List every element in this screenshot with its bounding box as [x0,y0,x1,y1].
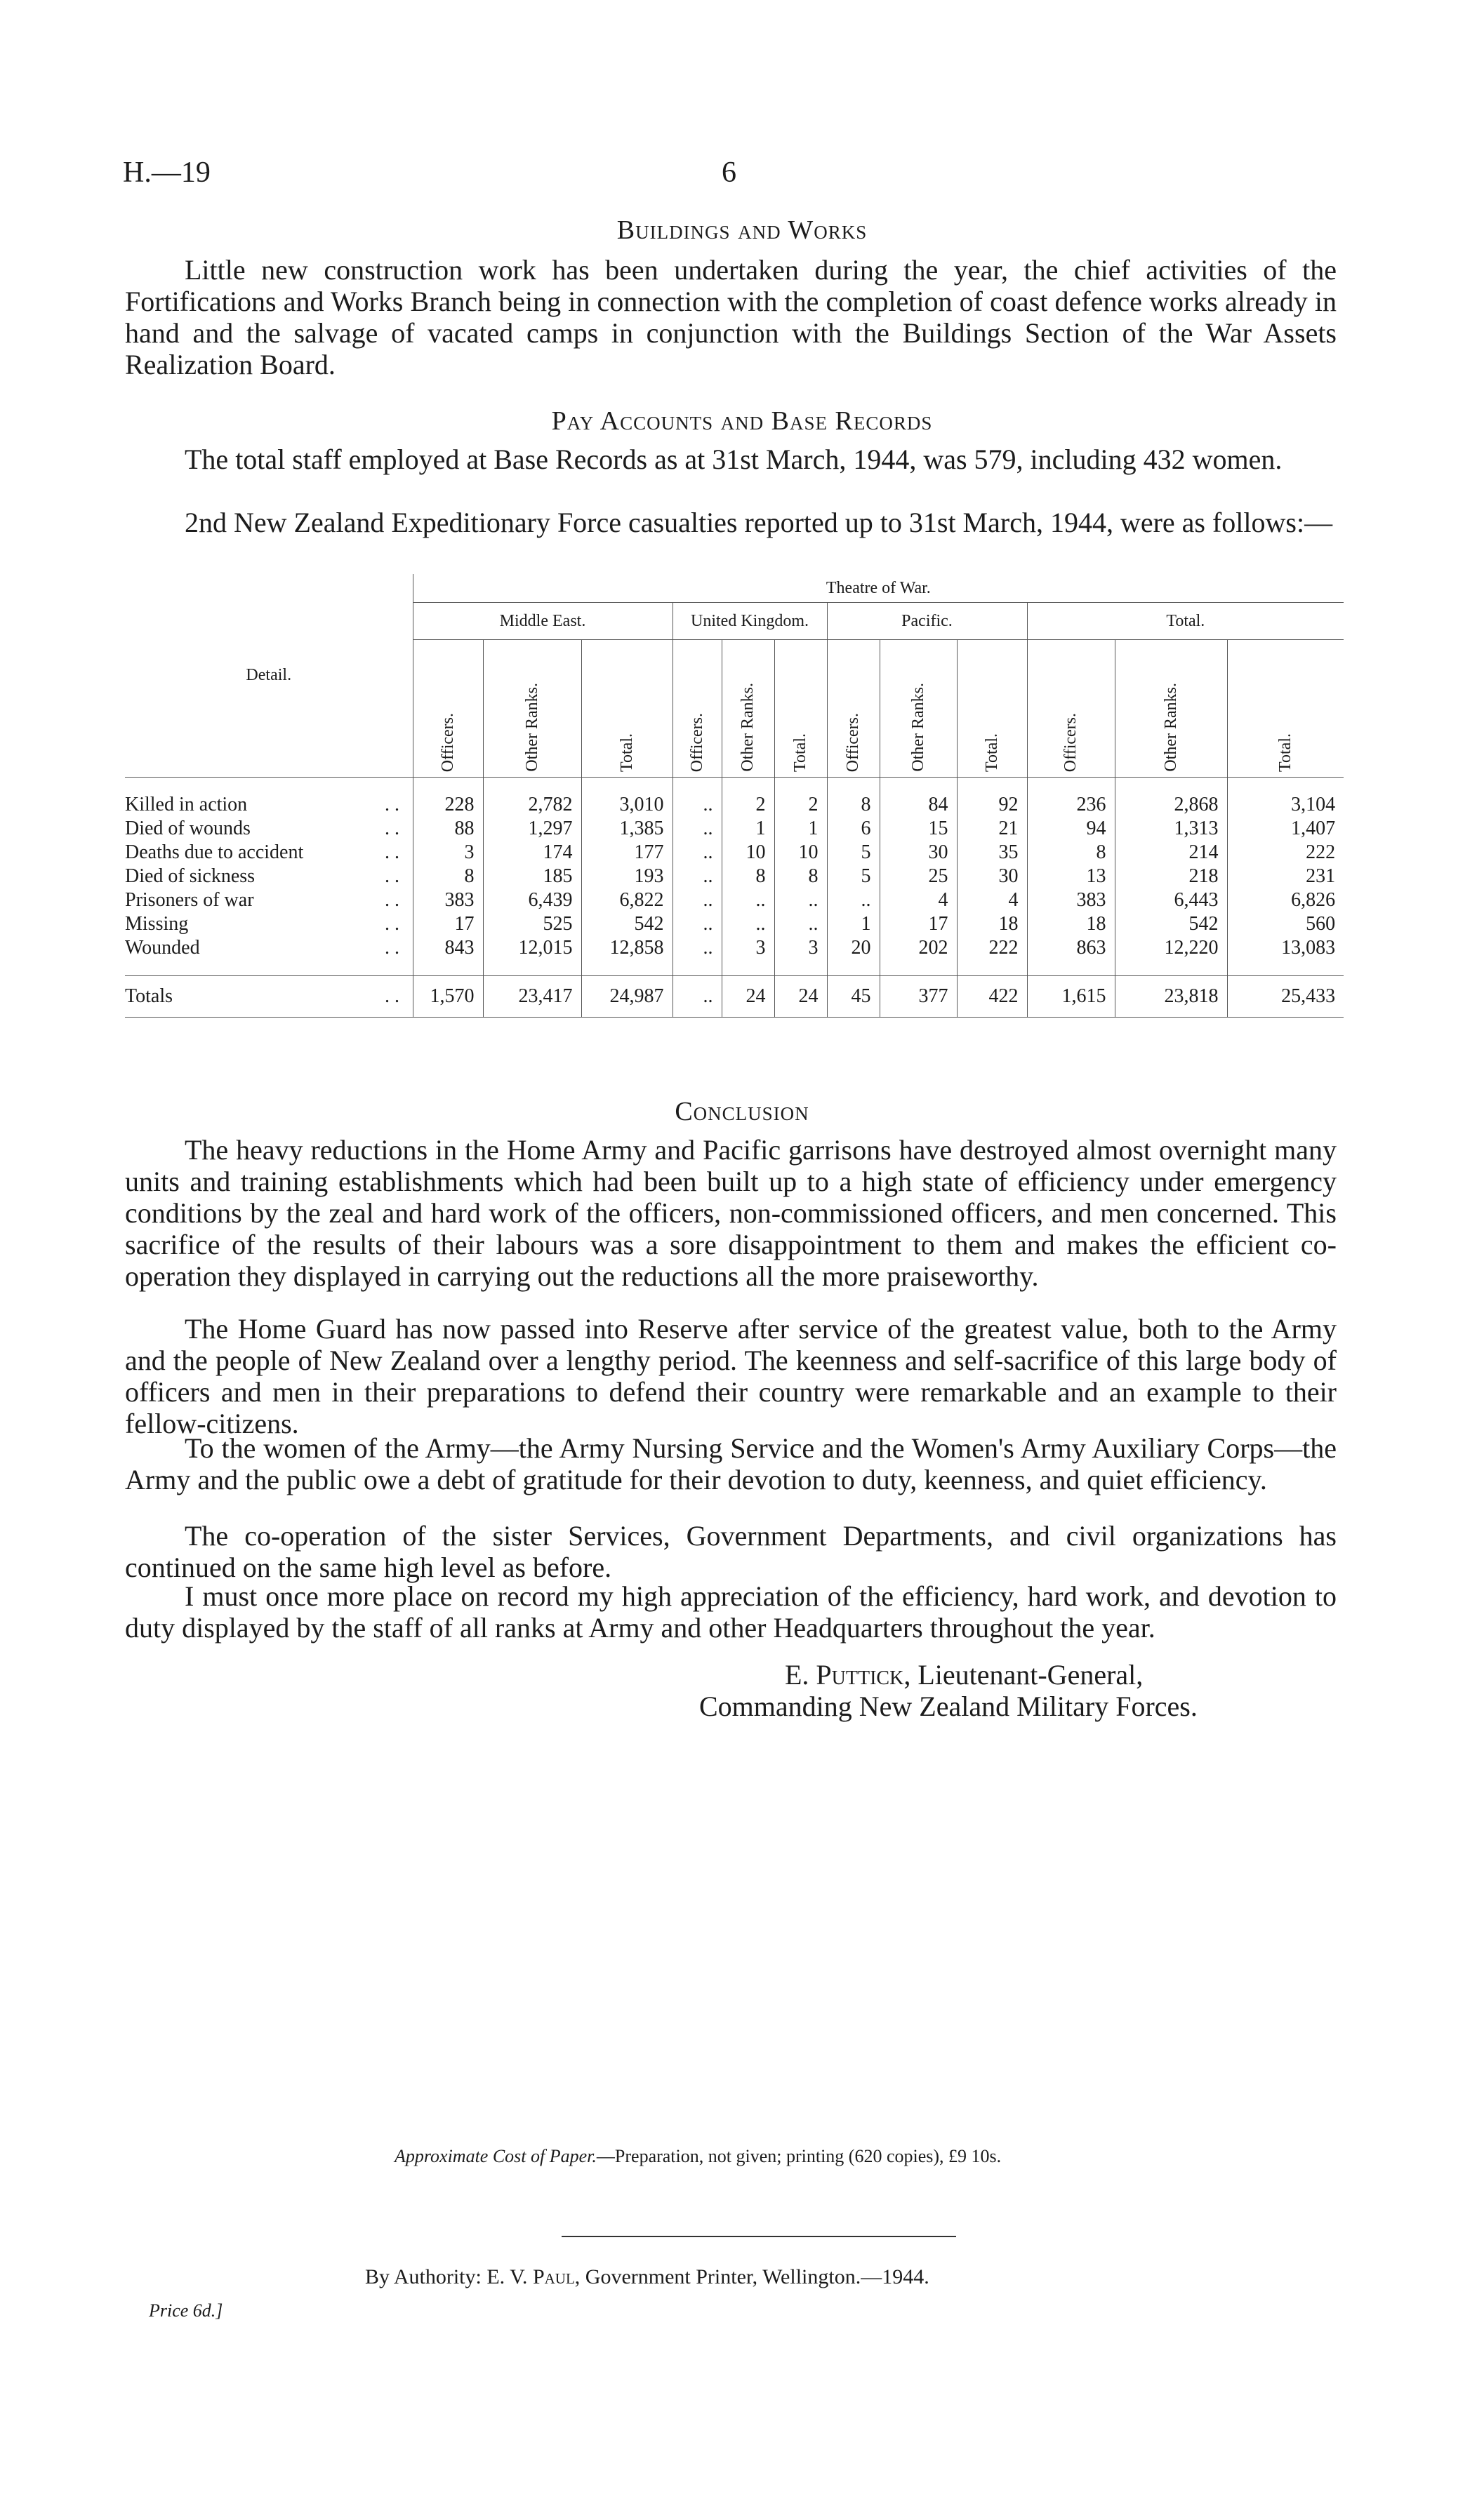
theatre-of-war-header: Theatre of War. [413,574,1344,603]
cell-value: 6,439 [483,888,581,912]
cell-value: 1,385 [581,817,673,841]
cell-value: 92 [957,793,1027,817]
cell-value: .. [673,888,722,912]
row-label: Died of sickness [125,865,256,887]
cell-value: 2,782 [483,793,581,817]
cell-value: 218 [1115,865,1227,888]
column-header-officers: Officers. [673,640,722,778]
cell-value: 185 [483,865,581,888]
cell-value: 12,015 [483,936,581,960]
cell-value: 84 [880,793,957,817]
column-header-officers: Officers. [413,640,483,778]
price: Price 6d.] [149,2300,223,2321]
cell-value: 1,313 [1115,817,1227,841]
pay-paragraph-2: 2nd New Zealand Expeditionary Force casualties reported up to 31st March, 1944, were as follows:— [185,507,1333,538]
cell-value: 8 [1027,841,1115,865]
cell-value: 35 [957,841,1027,865]
cell-value: 6 [827,817,880,841]
cell-value: 13 [1027,865,1115,888]
cell-value: 30 [880,841,957,865]
cell-value: 1 [722,817,774,841]
footer-rule [562,2236,956,2237]
cell-value: 525 [483,912,581,936]
group-header-total: Total. [1027,603,1344,640]
cell-value: 542 [581,912,673,936]
cell-value: 843 [413,936,483,960]
conclusion-paragraph-4: The co-operation of the sister Services, Government Departments, and civil organizations has continued on the same high level as before. [125,1520,1337,1583]
cell-value: 1,570 [413,976,483,1018]
column-header-officers: Officers. [827,640,880,778]
cell-value: 25,433 [1227,976,1344,1018]
cell-value: 222 [1227,841,1344,865]
leader-dots: . . [385,865,399,887]
cell-value: 6,443 [1115,888,1227,912]
cell-value: 222 [957,936,1027,960]
group-header-united-kingdom: United Kingdom. [673,603,827,640]
cell-value: 5 [827,865,880,888]
cost-note [395,2146,1001,2167]
table-row [125,865,1344,888]
cell-value: 12,858 [581,936,673,960]
table-row [125,841,1344,865]
cell-value: 30 [957,865,1027,888]
column-header-officers: Officers. [1027,640,1115,778]
cell-value: 45 [827,976,880,1018]
authority-line: By Authority: E. V. Paul, Government Printer, Wellington.—1944. [365,2265,929,2288]
column-header-total: Total. [1227,640,1344,778]
cell-value: 228 [413,793,483,817]
cell-value: 2 [722,793,774,817]
cell-value: 3,010 [581,793,673,817]
table-row [125,936,1344,960]
cell-value: 24 [722,976,774,1018]
signature-name: E. Puttick [785,1659,904,1691]
leader-dots: . . [385,841,399,863]
cost-label: Approximate Cost of Paper. [395,2146,597,2166]
cell-value: 8 [774,865,827,888]
cell-value: 8 [413,865,483,888]
cell-value: 2,868 [1115,793,1227,817]
cell-value: 8 [827,793,880,817]
column-header-other-ranks: Other Ranks. [722,640,774,778]
cell-value: 177 [581,841,673,865]
cell-value: 4 [880,888,957,912]
cell-value: 12,220 [1115,936,1227,960]
row-label: Died of wounds [125,818,251,839]
cell-value: 23,417 [483,976,581,1018]
group-header-middle-east: Middle East. [413,603,673,640]
cell-value: 24 [774,976,827,1018]
cell-value: 21 [957,817,1027,841]
cell-value: .. [827,888,880,912]
conclusion-paragraph-1: The heavy reductions in the Home Army and Pacific garrisons have destroyed almost overnight many units and training establishments which had been built up to a high state of efficiency under emergency conditions by the zeal and hard work of the officers, non-commissioned officers, and men concerned. This sacrifice of the results of their labours was a sore disappointment to them and makes the efficient co-operation they displayed in carrying out the reductions all the more praiseworthy. [125,1134,1337,1292]
cell-value: 5 [827,841,880,865]
table-row [125,912,1344,936]
conclusion-paragraph-3: To the women of the Army—the Army Nursing Service and the Women's Army Auxiliary Corps—the Army and the public owe a debt of gratitude for their devotion to duty, keenness, and quiet efficiency. [125,1432,1337,1495]
cell-value: .. [673,976,722,1018]
column-header-other-ranks: Other Ranks. [483,640,581,778]
cell-value: .. [673,936,722,960]
cell-value: 15 [880,817,957,841]
cell-value: 383 [413,888,483,912]
document-code: H.—19 [123,156,211,189]
cell-value: 6,822 [581,888,673,912]
leader-dots: . . [385,985,399,1007]
cell-value: .. [722,888,774,912]
cell-value: 1,297 [483,817,581,841]
cell-value: 23,818 [1115,976,1227,1018]
column-header-total: Total. [774,640,827,778]
column-header-other-ranks: Other Ranks. [880,640,957,778]
cell-value: .. [673,817,722,841]
column-header-total: Total. [581,640,673,778]
cell-value: 383 [1027,888,1115,912]
totals-row [125,976,1344,1018]
cell-value: 10 [722,841,774,865]
cell-value: .. [673,912,722,936]
cell-value: 3 [413,841,483,865]
cell-value: .. [774,888,827,912]
buildings-paragraph: Little new construction work has been undertaken during the year, the chief activities of the Fortifications and Works Branch being in connection with the completion of coast defence works already in hand and the salvage of vacated camps in conjunction with the Buildings Section of the War Assets Realization Board. [125,254,1337,380]
cell-value: 6,826 [1227,888,1344,912]
row-label: Prisoners of war [125,889,254,911]
cell-value: .. [722,912,774,936]
cell-value: 18 [957,912,1027,936]
cost-text: —Preparation, not given; printing (620 copies), £9 10s. [596,2146,1002,2166]
cell-value: 20 [827,936,880,960]
cell-value: 88 [413,817,483,841]
cell-value: 3 [774,936,827,960]
row-label: Missing [125,913,189,935]
detail-header: Detail. [125,574,413,778]
cell-value: .. [774,912,827,936]
table-row [125,793,1344,817]
section-title-buildings: Buildings and Works [616,215,868,245]
table-row [125,817,1344,841]
cell-value: 1,407 [1227,817,1344,841]
cell-value: 17 [413,912,483,936]
column-header-total: Total. [957,640,1027,778]
cell-value: 236 [1027,793,1115,817]
cell-value: 17 [880,912,957,936]
cell-value: 13,083 [1227,936,1344,960]
cell-value: 4 [957,888,1027,912]
row-label: Killed in action [125,794,248,815]
cell-value: 1 [827,912,880,936]
cell-value: 863 [1027,936,1115,960]
cell-value: .. [673,841,722,865]
pay-paragraph-1: The total staff employed at Base Records as at 31st March, 1944, was 579, including 432 women. [185,444,1283,475]
cell-value: 1 [774,817,827,841]
cell-value: 18 [1027,912,1115,936]
leader-dots: . . [385,818,399,839]
signature-line [785,1658,1143,1691]
cell-value: 25 [880,865,957,888]
cell-value: 214 [1115,841,1227,865]
cell-value: 3 [722,936,774,960]
cell-value: 231 [1227,865,1344,888]
section-title-conclusion: Conclusion [675,1097,809,1126]
row-label: Deaths due to accident [125,841,304,863]
section-title-pay-accounts: Pay Accounts and Base Records [551,406,933,436]
page-number: 6 [722,156,736,189]
cell-value: 193 [581,865,673,888]
cell-value: 3,104 [1227,793,1344,817]
cell-value: 542 [1115,912,1227,936]
cell-value: 377 [880,976,957,1018]
cell-value: .. [673,793,722,817]
casualty-table [125,574,1344,1018]
cell-value: 10 [774,841,827,865]
leader-dots: . . [385,889,399,911]
leader-dots: . . [385,937,399,959]
cell-value: 24,987 [581,976,673,1018]
cell-value: 174 [483,841,581,865]
cell-value: 1,615 [1027,976,1115,1018]
signature-rank: , Lieutenant-General, [903,1659,1144,1691]
leader-dots: . . [385,913,399,935]
cell-value: 560 [1227,912,1344,936]
conclusion-paragraph-5: I must once more place on record my high appreciation of the efficiency, hard work, and devotion to duty displayed by the staff of all ranks at Army and other Headquarters throughout the year. [125,1580,1337,1644]
cell-value: 94 [1027,817,1115,841]
cell-value: .. [673,865,722,888]
signature-title: Commanding New Zealand Military Forces. [699,1691,1198,1722]
table-row [125,888,1344,912]
column-header-other-ranks: Other Ranks. [1115,640,1227,778]
cell-value: 202 [880,936,957,960]
cell-value: 8 [722,865,774,888]
leader-dots: . . [385,794,399,815]
row-label: Wounded [125,937,200,959]
conclusion-paragraph-2: The Home Guard has now passed into Reserve after service of the greatest value, both to the Army and the people of New Zealand over a lengthy period. The keenness and self-sacrifice of this large body of officers and men in their preparations to defend their country were remarkable and an example to their fellow-citizens. [125,1313,1337,1439]
group-header-pacific: Pacific. [827,603,1027,640]
cell-value: 422 [957,976,1027,1018]
cell-value: 2 [774,793,827,817]
row-label: Totals [125,985,173,1007]
